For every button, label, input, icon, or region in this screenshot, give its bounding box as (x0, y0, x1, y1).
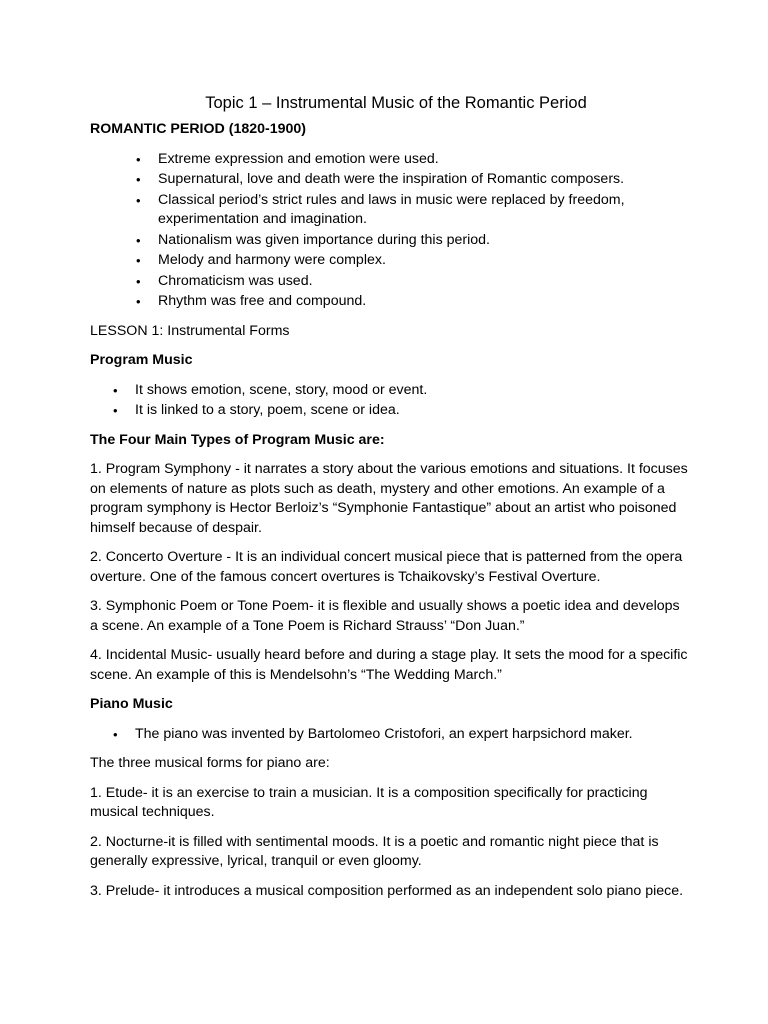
list-item: • Classical period’s strict rules and laws in music were replaced by freedom, experimentation and imagination. (136, 191, 625, 227)
document-page (90, 92, 690, 911)
paragraph-program-symphony: 1. Program Symphony - it narrates a story about the various emotions and situations. It focuses on elements of nature as plots such as death, mystery and other emotions. An example of a program symphony is Hector Berloiz’s “Symphonie Fantastique” about an artist who poisoned himself because of despair. (90, 461, 688, 536)
page-title: Topic 1 – Instrumental Music of the Romantic Period (205, 94, 587, 112)
piano-forms-intro: The three musical forms for piano are: (90, 755, 330, 771)
list-item: • It shows emotion, scene, story, mood or event. (90, 381, 690, 401)
bullet-icon: • (136, 294, 141, 309)
paragraph-etude: 1. Etude- it is an exercise to train a musician. It is a composition specifically for practicing musical techniques. (90, 784, 648, 820)
romantic-period-bullet-list (90, 150, 690, 312)
piano-music-bullet-list (90, 725, 690, 745)
bullet-icon: • (113, 403, 118, 418)
section-heading-program-music: Program Music (90, 352, 193, 368)
paragraph-tone-poem: 3. Symphonic Poem or Tone Poem- it is flexible and usually shows a poetic idea and develops a scene. An example of a Tone Poem is Richard Strauss’ “Don Juan.” (90, 598, 680, 634)
paragraph-nocturne: 2. Nocturne-it is filled with sentimental moods. It is a poetic and romantic night piece that is generally expressive, lyrical, tranquil or even gloomy. (90, 833, 659, 869)
bullet-icon: • (136, 253, 141, 268)
list-item: • Melody and harmony were complex. (90, 251, 690, 271)
list-item: • Rhythm was free and compound. (90, 292, 690, 312)
section-heading-piano-music: Piano Music (90, 696, 173, 712)
paragraph-incidental-music: 4. Incidental Music- usually heard before and during a stage play. It sets the mood for a specific scene. An example of this is Mendelsohn’s “The Wedding March.” (90, 647, 688, 683)
bullet-icon: • (113, 382, 118, 398)
bullet-icon: • (136, 192, 141, 208)
bullet-icon: • (136, 172, 141, 187)
section-heading-four-types: The Four Main Types of Program Music are: (90, 431, 385, 448)
paragraph-prelude: 3. Prelude- it introduces a musical composition performed as an independent solo piano piece. (90, 882, 684, 899)
list-item: • Nationalism was given importance during this period. (90, 231, 690, 251)
list-item: • The piano was invented by Bartolomeo Cristofori, an expert harpsichord maker. (90, 725, 690, 745)
lesson-heading: LESSON 1: Instrumental Forms (90, 322, 290, 339)
bullet-icon: • (113, 726, 118, 742)
paragraph-concerto-overture: 2. Concerto Overture - It is an individual concert musical piece that is patterned from the opera overture. One of the famous concert overtures is Tchaikovsky’s Festival Overture. (90, 549, 683, 585)
list-item: • Chromaticism was used. (90, 272, 690, 292)
list-item: • Supernatural, love and death were the inspiration of Romantic composers. (90, 170, 690, 190)
program-music-bullet-list (90, 381, 690, 421)
bullet-icon: • (136, 232, 141, 248)
list-item: • Extreme expression and emotion were used. (90, 150, 690, 170)
bullet-icon: • (136, 273, 141, 289)
bullet-icon: • (136, 151, 141, 167)
section-heading-romantic-period: ROMANTIC PERIOD (1820-1900) (90, 121, 307, 137)
list-item: • It is linked to a story, poem, scene or idea. (90, 401, 690, 421)
